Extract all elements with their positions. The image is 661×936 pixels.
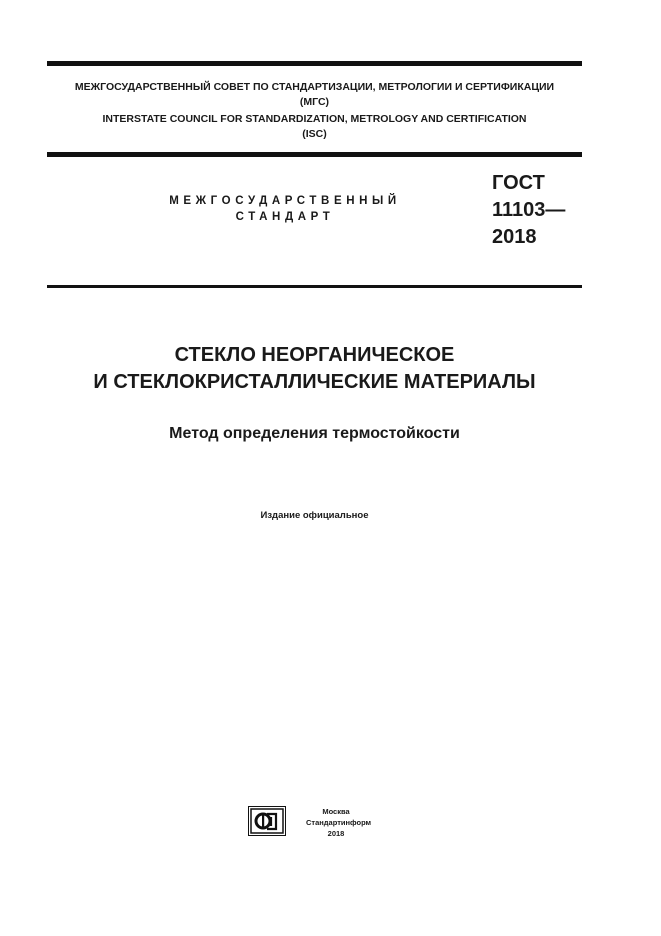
gost-label: ГОСТ [492,172,545,194]
edition-note: Издание официальное [260,510,369,521]
imprint-publisher: Стандартинформ [306,818,372,827]
standard-type-line1: МЕЖГОСУДАРСТВЕННЫЙ [169,195,401,207]
imprint-year: 2018 [327,829,345,838]
document-title-line2: И СТЕКЛОКРИСТАЛЛИЧЕСКИЕ МАТЕРИАЛЫ [93,371,536,393]
council-abbr-ru: (МГС) [299,96,330,108]
gost-number: 11103— [492,199,566,221]
council-name-ru-line1: МЕЖГОСУДАРСТВЕННЫЙ СОВЕТ ПО СТАНДАРТИЗАЦИИ, МЕТРОЛОГИИ И СЕРТИФИКАЦИИ [74,81,555,93]
council-abbr-en: (ISC) [302,128,327,140]
imprint [306,806,372,839]
document-subtitle: Метод определения термостойкости [169,425,460,442]
council-name-ru [47,80,582,110]
imprint-city: Москва [322,807,350,816]
standard-type-line2: СТАНДАРТ [235,211,335,223]
header-bottom-divider [47,152,582,157]
gost-year: 2018 [492,226,537,248]
standartinform-logo-icon [248,806,286,836]
document-title-line1: СТЕКЛО НЕОРГАНИЧЕСКОЕ [174,344,455,366]
gost-designation [492,170,565,251]
council-name-en [47,112,582,142]
top-divider [47,61,582,66]
designation-divider [47,285,582,288]
council-name-en-line1: INTERSTATE COUNCIL FOR STANDARDIZATION, METROLOGY AND CERTIFICATION [102,113,527,125]
document-title [47,342,582,396]
standard-type [150,193,420,225]
